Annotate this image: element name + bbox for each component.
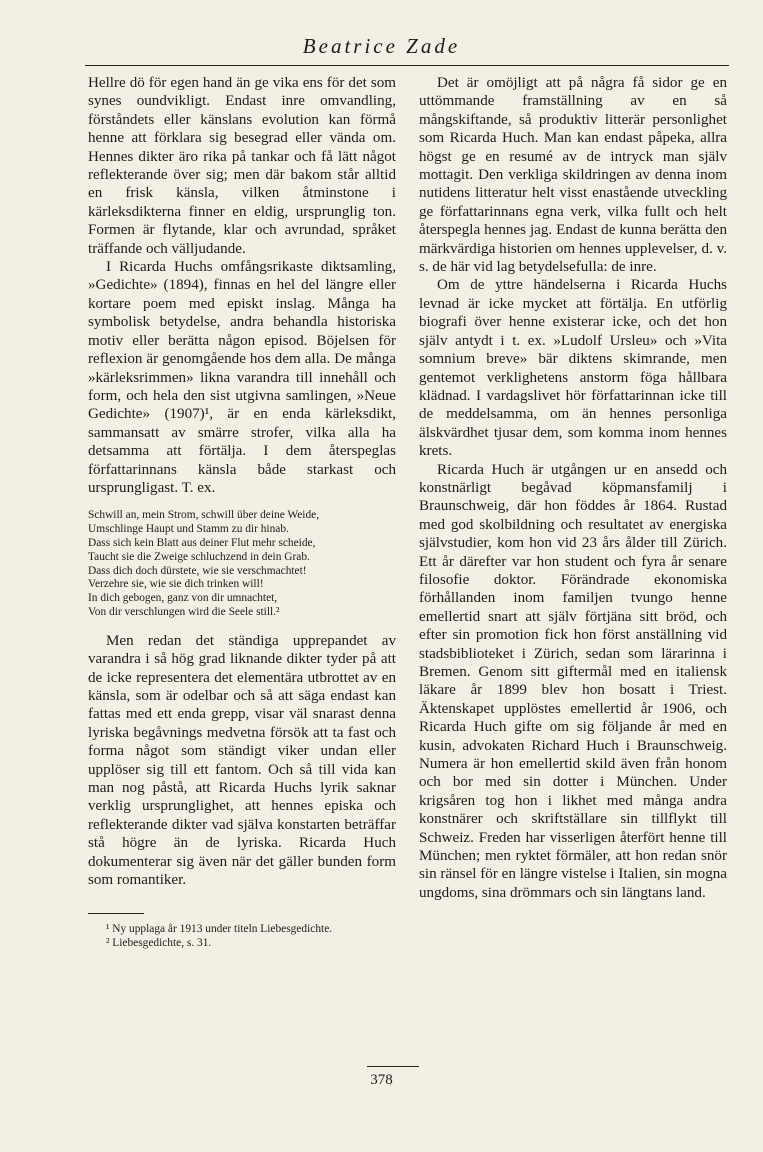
poem-line: In dich gebogen, ganz von dir umnachtet, bbox=[88, 592, 278, 605]
poem-line: Verzehre sie, wie sie dich trinken will! bbox=[88, 578, 264, 591]
poem-quote bbox=[88, 509, 396, 619]
page-number: 378 bbox=[370, 1072, 393, 1088]
poem-line: Taucht sie die Zweige schluchzend in dein Grab. bbox=[88, 550, 310, 563]
right-paragraph-1: Det är omöjligt att på några få sidor ge en uttömmande framställning av en så mångskiftande, så produktiv litterär personlighet som Ricarda Huch. Man kan endast påpeka, allra högst ge en resumé av de intryck man själv mottagit. Den verkliga skildringen av denna inom nutidens litteratur helt visst enastående utveckling ge författarinnans egna verk, vilka fullt och helt återspegla hennes jag. Endast de kunna berätta den märkvärdiga historien om hennes upplevelser, d. v. s. de här vid lag betydelsefulla: de inre. bbox=[419, 75, 727, 276]
header-rule bbox=[85, 65, 729, 66]
right-paragraph-3: Ricarda Huch är utgången ur en ansedd och konstnärligt begåvad köpmansfamilj i Braunschweig, där hon föddes år 1864. Rustad med god skolbildning och resultatet av energiska självstudier, kom hon vid 23 års ålder till Zürich. Ett år därefter var hon student och fyra år senare filosofie doktor. Förändrade ekonomiska förhållanden inom familjen tvungo henne emellertid snart att själv förtjäna sitt bröd, och efter sin promotion fick hon först anställning vid stadsbiblioteket i Zürich, sedan som lärarinna i Bremen. Genom sitt giftermål med en italiensk läkare år 1899 blev hon bosatt i Triest. Äktenskapet upplöstes emellertid år 1906, och Ricarda Huch gifte om sig följande år med en kusin, advokaten Richard Huch i Braunschweig. Numera är hon emellertid skild även från honom och bor med sin dotter i München. Under krigsåren tog hon i likhet med många andra konstnärer och skriftställare sin tillflykt till Schweiz. Freden har visserligen återfört henne till München; men ryktet förmäler, att hon redan snör sin ränsel för en längre vistelse i Italien, sin mogna ungdoms, sina drömmars och sin längtans land. bbox=[419, 461, 727, 901]
right-paragraph-2: Om de yttre händelserna i Ricarda Huchs levnad är icke mycket att förtälja. En utförlig biografi över henne existerar icke, och det hon själv antydt i t. ex. »Ludolf Ursleu» och »Vita somnium breve» bär diktens skimrande, men gentemot verklighetens anstorm föga hållbara klädnad. I vardagslivet hör författarinnan icke till de meddelsamma, om än hennes personliga älskvärdhet tjusar dem, som komma inom hennes krets. bbox=[419, 277, 727, 460]
footnote-2: ² Liebesgedichte, s. 31. bbox=[106, 937, 212, 950]
footnote-1: ¹ Ny upplaga år 1913 under titeln Liebesgedichte. bbox=[106, 923, 333, 936]
footnote-rule bbox=[88, 913, 144, 914]
running-header: Beatrice Zade bbox=[302, 34, 461, 58]
left-paragraph-1: Hellre dö för egen hand än ge vika ens för det som synes oundvikligt. Endast inre omvandling, förståndets eller känslans evolution kan förmå henne att förklara sig besegrad eller vända om. Hennes dikter äro rika på tankar och få lätt något reflekterande över sig; men där bakom står alltid en frisk känsla, vilken åtminstone i kärleksdikterna finner en eldig, ursprunglig ton. Formen är flytande, klar och avrundad, språket träffande och välljudande. bbox=[88, 75, 396, 257]
page-number-rule bbox=[367, 1066, 419, 1067]
poem-line: Umschlinge Haupt und Stamm zu dir hinab. bbox=[88, 523, 289, 536]
poem-line: Dass dich doch dürstete, wie sie verschmachtet! bbox=[88, 564, 307, 577]
left-column bbox=[88, 74, 396, 950]
poem-line: Schwill an, mein Strom, schwill über deine Weide, bbox=[88, 509, 320, 522]
right-column bbox=[419, 74, 727, 902]
left-paragraph-2: I Ricarda Huchs omfångsrikaste diktsamling, »Gedichte» (1894), finnas en hel del längre eller kortare poem med episkt inslag. Många ha symbolisk betydelse, andra behandla historiska motiv eller berätta någon episod. Böjelsen för reflexion är genomgående hos dem alla. De många »kärleksrimmen» likna varandra till innehåll och form, och hela den sist utgivna samlingen, »Neue Gedichte» (1907)¹, är en enda kärleksdikt, sammansatt av smärre strofer, vilka alla ha detsamma att förtälja. I dem återspeglas författarinnans känsla både starkast och ursprungligast. T. ex. bbox=[88, 259, 396, 496]
left-paragraph-3: Men redan det ständiga upprepandet av varandra i så hög grad liknande dikter tyder på att de icke representera det elementära utbrottet av en känsla, som är odelbar och så att säga endast kan fattas med ett enda grepp, visar väl snarast denna lyriska begåvnings medvetna försök att ta fast och forma något som ständigt viker undan eller upplöser sig till ett fantom. Och så till vida kan man nog påstå, att Ricarda Huchs lyrik saknar verklig ursprunglighet, att hennes episka och reflekterande dikter vad själva konstarten beträffar stå högre än de lyriska. Ricarda Huch dokumenterar sig även när det gäller bunden form som romantiker. bbox=[88, 632, 396, 888]
poem-line: Dass sich kein Blatt aus deiner Flut mehr scheide, bbox=[88, 536, 316, 549]
poem-line: Von dir verschlungen wird die Seele still.² bbox=[88, 605, 280, 618]
